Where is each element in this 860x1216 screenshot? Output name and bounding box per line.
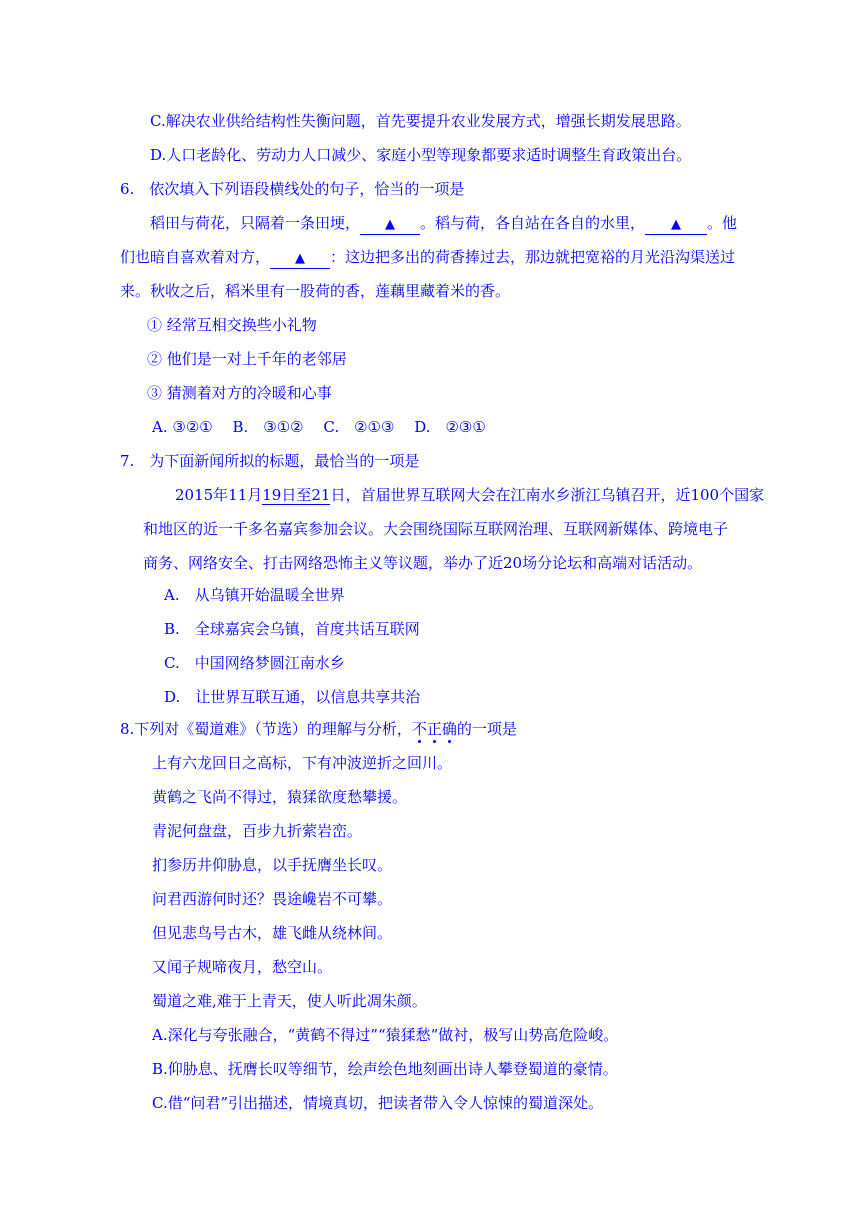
q6-sentence-3: ③ 猜测着对方的冷暖和心事 bbox=[147, 384, 332, 402]
poem-line: 但见悲鸟号古木，雄飞雌从绕林间。 bbox=[152, 924, 393, 942]
q7-option-d: D. 让世界互联互通，以信息共享共治 bbox=[164, 688, 421, 706]
q7-news-line2: 和地区的近一千多名嘉宾参加会议。大会围绕国际互联网治理、互联网新媒体、跨境电子 bbox=[143, 520, 729, 538]
poem-line: 蜀道之难,难于上青天，使人听此凋朱颜。 bbox=[152, 992, 427, 1010]
poem-line: 又闻子规啼夜月，愁空山。 bbox=[152, 958, 333, 976]
q7-news-text: 2015年11月 bbox=[175, 486, 263, 504]
q8-stem-text: 8.下列对《蜀道难》（节选）的理解与分析， bbox=[120, 720, 412, 738]
q6-passage-line1 bbox=[150, 213, 737, 235]
q6-passage-text: 们也暗自喜欢着对方， bbox=[120, 248, 271, 266]
q8-emphasis bbox=[412, 720, 457, 738]
q8-option-c: C.借“问君”引出描述，情境真切，把读者带入令人惊悚的蜀道深处。 bbox=[152, 1094, 604, 1112]
triangle-icon: ▲ bbox=[671, 217, 682, 232]
q7-option-c: C. 中国网络梦圆江南水乡 bbox=[164, 654, 345, 672]
q6-passage-text: 。稻与荷，各自站在各自的水里， bbox=[420, 214, 646, 232]
q8-stem-text: 的一项是 bbox=[456, 720, 517, 738]
q8-stem bbox=[120, 719, 517, 739]
q6-passage-line2 bbox=[120, 247, 735, 269]
q7-stem: 7. 为下面新闻所拟的标题，最恰当的一项是 bbox=[120, 452, 420, 470]
q7-news-line1 bbox=[175, 485, 764, 505]
poem-line: 青泥何盘盘，百步九折萦岩峦。 bbox=[152, 822, 363, 840]
q8-option-b: B.仰胁息、抚膺长叹等细节，绘声绘色地刻画出诗人攀登蜀道的豪情。 bbox=[152, 1060, 618, 1078]
q8-option-a: A.深化与夸张融合，“黄鹤不得过”“猿猱愁”做衬，极写山势高危险峻。 bbox=[152, 1026, 619, 1044]
q6-blank-2 bbox=[645, 214, 707, 235]
triangle-icon: ▲ bbox=[295, 251, 306, 266]
poem-line: 扪参历井仰胁息，以手抚膺坐长叹。 bbox=[152, 856, 393, 874]
emphasis-char: 不 bbox=[411, 720, 427, 738]
q6-passage-text: 稻田与荷花，只隔着一条田埂， bbox=[150, 214, 361, 232]
q6-sentence-2: ② 他们是一对上千年的老邻居 bbox=[147, 350, 347, 368]
q7-news-line3: 商务、网络安全、打击网络恐怖主义等议题，举办了近20场分论坛和高端对话活动。 bbox=[143, 554, 703, 572]
poem-line: 问君西游何时还？畏途巉岩不可攀。 bbox=[152, 890, 393, 908]
q7-option-a: A. 从乌镇开始温暖全世界 bbox=[164, 586, 345, 604]
q6-passage-text: 。他 bbox=[707, 214, 738, 232]
q7-option-b: B. 全球嘉宾会乌镇，首度共话互联网 bbox=[164, 620, 420, 638]
q7-news-underlined: 19日至21 bbox=[262, 486, 331, 504]
q6-blank-1 bbox=[360, 214, 420, 235]
q7-news-text: 日，首届世界互联网大会在江南水乡浙江乌镇召开，近100个国家 bbox=[330, 486, 765, 504]
q6-sentence-1: ① 经常互相交换些小礼物 bbox=[147, 316, 317, 334]
q6-answer-options: A. ③②① B. ③①② C. ②①③ D. ②③① bbox=[152, 418, 486, 436]
emphasis-char: 确 bbox=[441, 720, 457, 738]
q5-option-d: D.人口老龄化、劳动力人口减少、家庭小型等现象都要求适时调整生育政策出台。 bbox=[150, 146, 692, 164]
q6-passage-text: ：这边把多出的荷香捧过去，那边就把宽裕的月光沿沟渠送过 bbox=[330, 248, 736, 266]
poem-line: 黄鹤之飞尚不得过，猿猱欲度愁攀援。 bbox=[152, 788, 408, 806]
q6-blank-3 bbox=[270, 248, 330, 269]
q6-stem: 6. 依次填入下列语段横线处的句子，恰当的一项是 bbox=[120, 180, 465, 198]
triangle-icon: ▲ bbox=[385, 217, 396, 232]
q6-passage-line3: 来。秋收之后，稻米里有一股荷的香，莲藕里藏着米的香。 bbox=[120, 282, 511, 300]
poem-line: 上有六龙回日之高标，下有冲波逆折之回川。 bbox=[152, 754, 453, 772]
emphasis-char: 正 bbox=[426, 720, 442, 738]
q5-option-c: C.解决农业供给结构性失衡问题，首先要提升农业发展方式，增强长期发展思路。 bbox=[150, 112, 691, 130]
